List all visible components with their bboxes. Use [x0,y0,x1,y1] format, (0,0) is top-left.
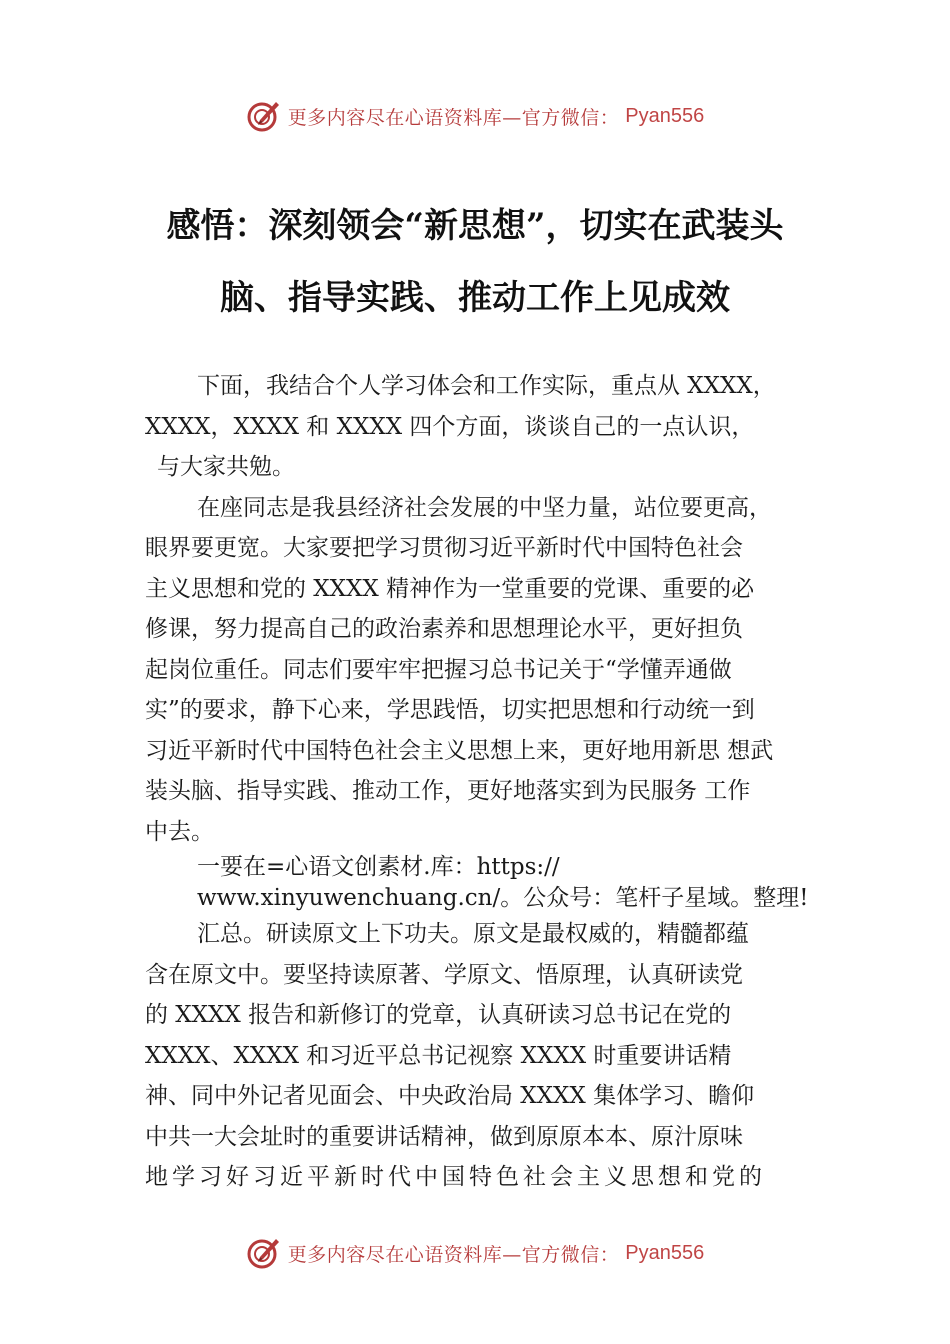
body-line: 与大家共勉。 [157,454,295,480]
body-line: 的 XXXX 报告和新修订的党章，认真研读习总书记在党的 [145,1002,732,1028]
body-line: 眼界要更宽。大家要把学习贯彻习近平新时代中国特色社会 [145,535,743,561]
body-line: XXXX、XXXX 和习近平总书记视察 XXXX 时重要讲话精 [145,1042,732,1069]
header-watermark-banner [0,96,950,136]
body-line: www.xinyuwenchuang.cn/。公众号：笔杆子星域。整理! [197,885,809,911]
body-line: 起岗位重任。同志们要牢牢把握习总书记关于“学懂弄通做 [145,656,732,683]
body-line: 含在原文中。要坚持读原著、学原文、悟原理，认真研读党 [145,961,743,988]
body-line: 中共一大会址时的重要讲话精神，做到原原本本、原汁原味 [145,1123,743,1150]
footer-watermark-banner [0,1233,950,1273]
pen-logo-icon [246,98,282,134]
body-line: 一要在=心语文创素材.库：https:// [197,854,560,880]
body-line: 下面，我结合个人学习体会和工作实际，重点从 XXXX， [197,373,776,399]
body-line: XXXX，XXXX 和 XXXX 四个方面，谈谈自己的一点认识， [145,413,755,440]
body-line: 实”的要求，静下心来，学思践悟，切实把思想和行动统一到 [145,697,755,723]
body-line: 习近平新时代中国特色社会主义思想上来，更好地用新思 想武 [145,737,774,764]
body-line: 主义思想和党的 XXXX 精神作为一堂重要的党课、重要的必 [145,575,755,602]
body-line: 在座同志是我县经济社会发展的中坚力量，站位要更高， [197,494,772,521]
document-title [60,190,890,334]
wechat-id: Pyan556 [625,1241,705,1264]
body-line: 修课，努力提高自己的政治素养和思想理论水平，更好担负 [145,616,743,642]
promo-text: 更多内容尽在心语资料库—官方微信： [287,1243,620,1266]
body-line: 神、同中外记者见面会、中央政治局 XXXX 集体学习、瞻仰 [145,1083,755,1109]
pen-logo-icon [246,1235,282,1271]
body-line: 汇总。研读原文上下功夫。原文是最权威的，精髓都蕴 [197,921,749,947]
wechat-id: Pyan556 [625,104,705,127]
body-line: 中去。 [145,818,214,845]
title-line-2: 脑、指导实践、推动工作上见成效 [220,278,730,318]
document-body [145,366,835,1198]
title-line-1: 感悟：深刻领会“新思想”，切实在武装头 [166,206,784,246]
body-line: 地学习好习近平新时代中国特色社会主义思想和党的 [145,1164,766,1190]
body-line: 装头脑、指导实践、推动工作，更好地落实到为民服务 工作 [145,778,751,804]
promo-text: 更多内容尽在心语资料库—官方微信： [287,106,620,129]
